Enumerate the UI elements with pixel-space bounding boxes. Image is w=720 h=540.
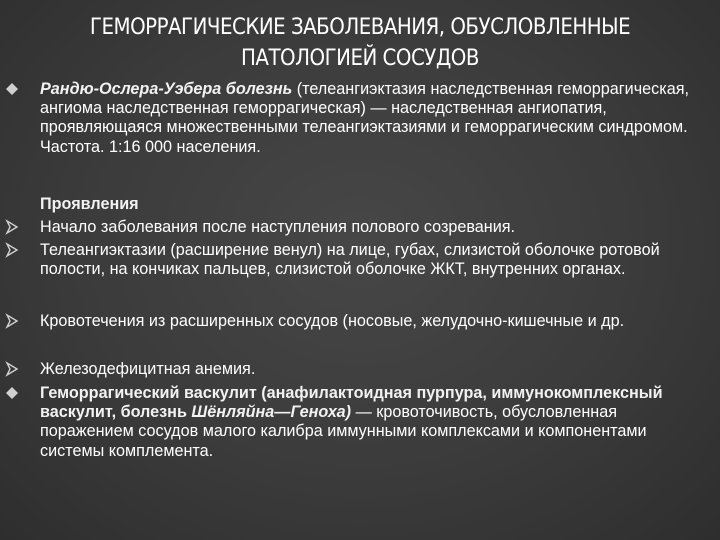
item-text: Начало заболевания после наступления полового созревания. <box>40 218 516 236</box>
item-text <box>40 195 712 214</box>
arrow-bullet-icon <box>4 361 22 379</box>
item-text <box>40 384 712 461</box>
diamond-bullet-icon <box>4 385 22 403</box>
arrow-bullet-icon <box>4 242 22 260</box>
arrow-bullet-icon <box>4 219 22 237</box>
content-list <box>0 80 720 490</box>
title-line-1: ГЕМОРРАГИЧЕСКИЕ ЗАБОЛЕВАНИЯ, ОБУСЛОВЛЕННЫЕ <box>89 15 631 40</box>
item-body: — кровоточивость, обусловленная поражением сосудов малого калибра иммунными комплексами и компонентами системы комплемента. <box>40 403 647 460</box>
title-line-2: ПАТОЛОГИЕЙ СОСУДОВ <box>241 46 479 71</box>
item-text: Телеангиэктазии (расширение венул) на лице, губах, слизистой оболочке ротовой полости, на кончиках пальцев, слизистой оболочке ЖКТ, внутренних органах. <box>40 241 660 279</box>
slide-title <box>20 12 700 74</box>
item-text <box>40 80 712 157</box>
term-vasculitis: Геморрагический васкулит (анафилактоидная пурпура, иммунокомплексный васкулит, болезнь <box>40 384 663 422</box>
arrow-bullet-icon <box>4 313 22 331</box>
section-heading: Проявления <box>40 195 139 213</box>
term-rendu-osler: Рандю-Ослера-Уэбера болезнь <box>40 80 293 98</box>
term-schonlein-henoch: Шёнляйна—Геноха) <box>191 403 352 422</box>
item-text: Железодефицитная анемия. <box>40 360 256 378</box>
item-text: Кровотечения из расширенных сосудов (носовые, желудочно-кишечные и др. <box>40 312 625 330</box>
item-body: (телеангиэктазия наследственная геморрагическая, ангиома наследственная геморрагическая) — наследственная ангиопатия, проявляющаяся множественными телеангиэктазиями и геморрагическим синдромом. Частота. 1:16 000 населения. <box>40 80 689 156</box>
diamond-bullet-icon <box>4 81 22 99</box>
